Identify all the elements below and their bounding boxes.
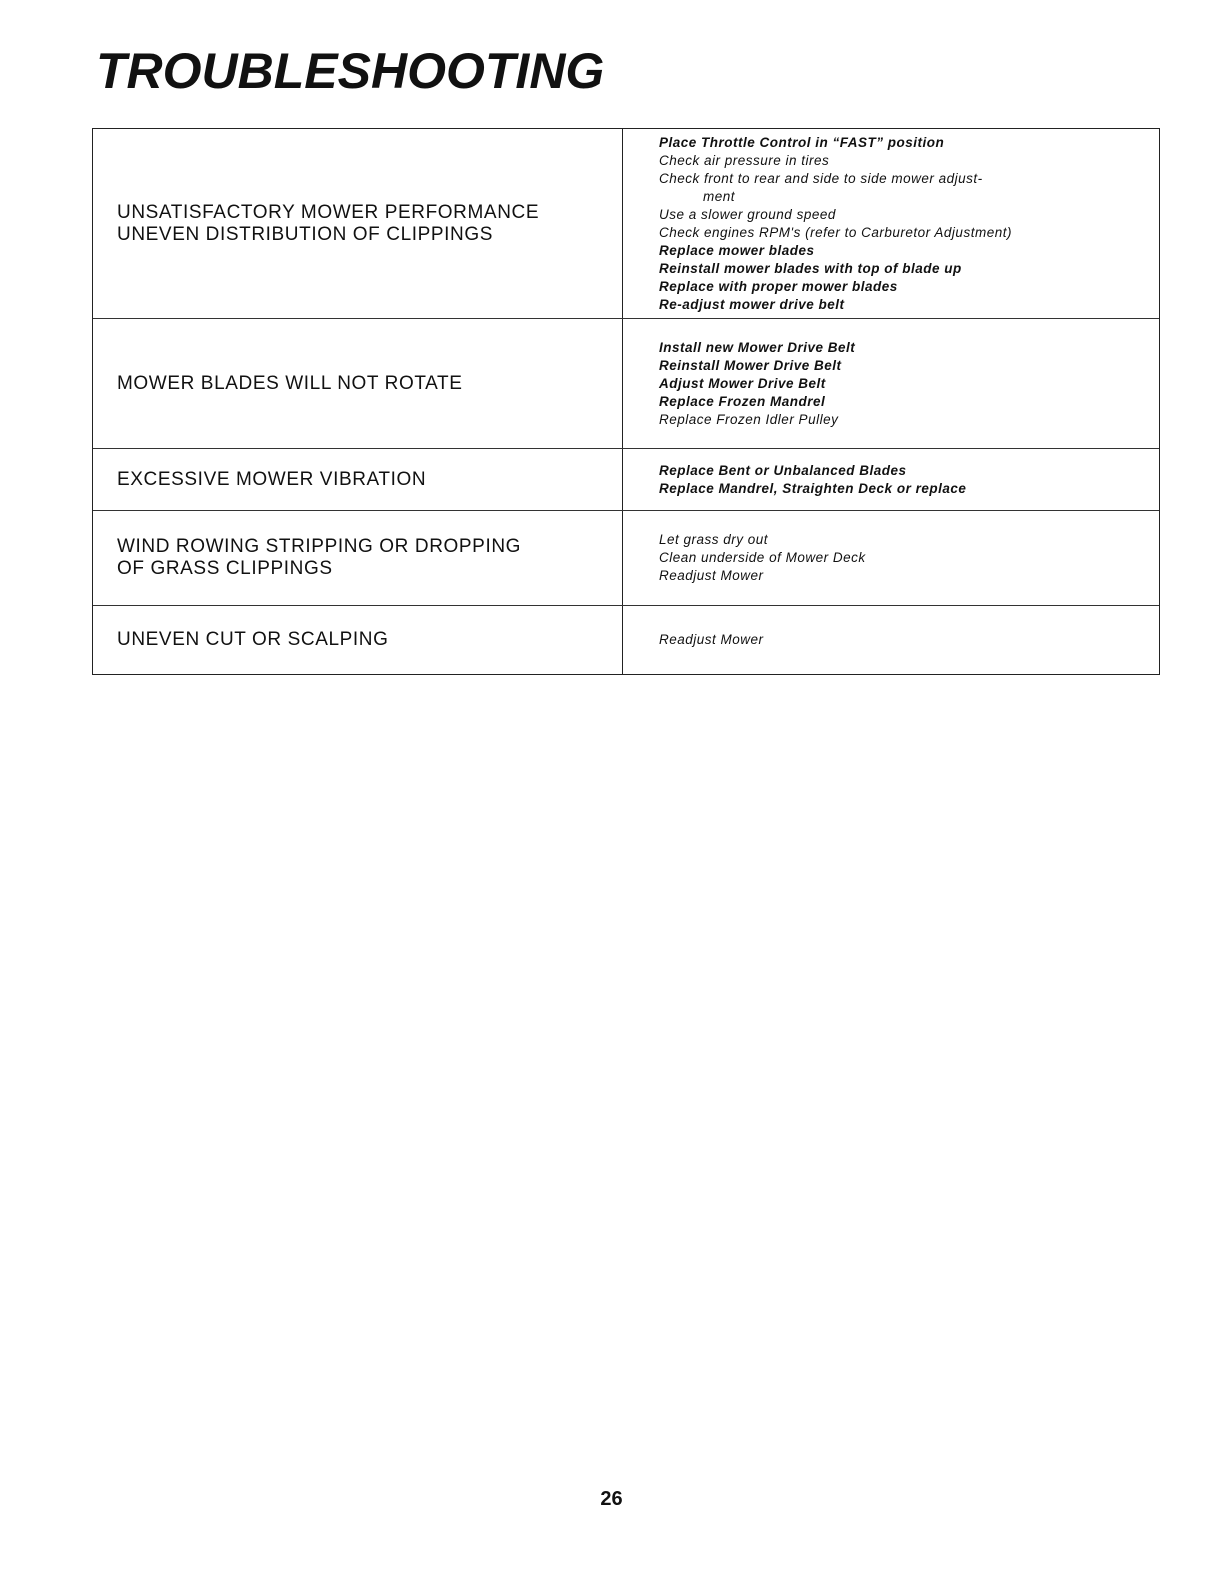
page-number: 26 (600, 1488, 623, 1510)
problem-cell (93, 449, 623, 510)
remedy-item: Readjust Mower (659, 568, 764, 583)
remedy-item: Check engines RPM's (refer to Carburetor Adjustment) (659, 224, 1012, 240)
remedy-item: Install new Mower Drive Belt (659, 339, 856, 355)
problem-cell (93, 511, 623, 605)
remedy-cell (623, 606, 1159, 674)
remedy-item: Check front to rear and side to side mower adjust- (659, 170, 983, 186)
remedy-item: Use a slower ground speed (659, 206, 836, 222)
problem-text: MOWER BLADES WILL NOT ROTATE (117, 372, 463, 394)
troubleshooting-table (92, 128, 1160, 675)
problem-text: EXCESSIVE MOWER VIBRATION (117, 468, 427, 490)
remedy-item: Place Throttle Control in “FAST” position (659, 134, 945, 150)
remedy-item: Replace Frozen Idler Pulley (659, 411, 839, 427)
remedy-item: Reinstall mower blades with top of blade up (659, 260, 962, 276)
remedy-cell (623, 511, 1159, 605)
remedy-item: Reinstall Mower Drive Belt (659, 357, 842, 373)
remedy-cell (623, 129, 1159, 318)
remedy-item: Replace mower blades (659, 242, 815, 258)
table-row (93, 511, 1159, 606)
problem-text: UNSATISFACTORY MOWER PERFORMANCE (117, 201, 540, 223)
problem-cell (93, 319, 623, 448)
remedy-item: Replace with proper mower blades (659, 278, 898, 294)
problem-cell (93, 606, 623, 674)
remedy-item: Replace Mandrel, Straighten Deck or replace (659, 480, 967, 496)
remedy-cell (623, 319, 1159, 448)
table-row (93, 449, 1159, 511)
table-row (93, 319, 1159, 449)
remedy-item: ment (703, 188, 736, 204)
remedy-item: Check air pressure in tires (659, 152, 830, 168)
remedy-cell (623, 449, 1159, 510)
problem-text: UNEVEN CUT OR SCALPING (117, 629, 389, 650)
problem-cell (93, 129, 623, 318)
table-row (93, 129, 1159, 319)
problem-text: UNEVEN DISTRIBUTION OF CLIPPINGS (117, 223, 494, 245)
remedy-item: Adjust Mower Drive Belt (659, 375, 826, 391)
remedy-item: Replace Frozen Mandrel (659, 393, 826, 409)
problem-text: WIND ROWING STRIPPING OR DROPPING (117, 536, 522, 557)
remedy-item: Let grass dry out (659, 532, 769, 547)
remedy-item: Replace Bent or Unbalanced Blades (659, 462, 907, 478)
remedy-item: Clean underside of Mower Deck (659, 550, 866, 565)
page-title: TROUBLESHOOTING (96, 43, 605, 99)
table-row (93, 606, 1159, 674)
remedy-item: Readjust Mower (659, 632, 764, 647)
problem-text: OF GRASS CLIPPINGS (117, 558, 333, 579)
remedy-item: Re-adjust mower drive belt (659, 296, 845, 312)
